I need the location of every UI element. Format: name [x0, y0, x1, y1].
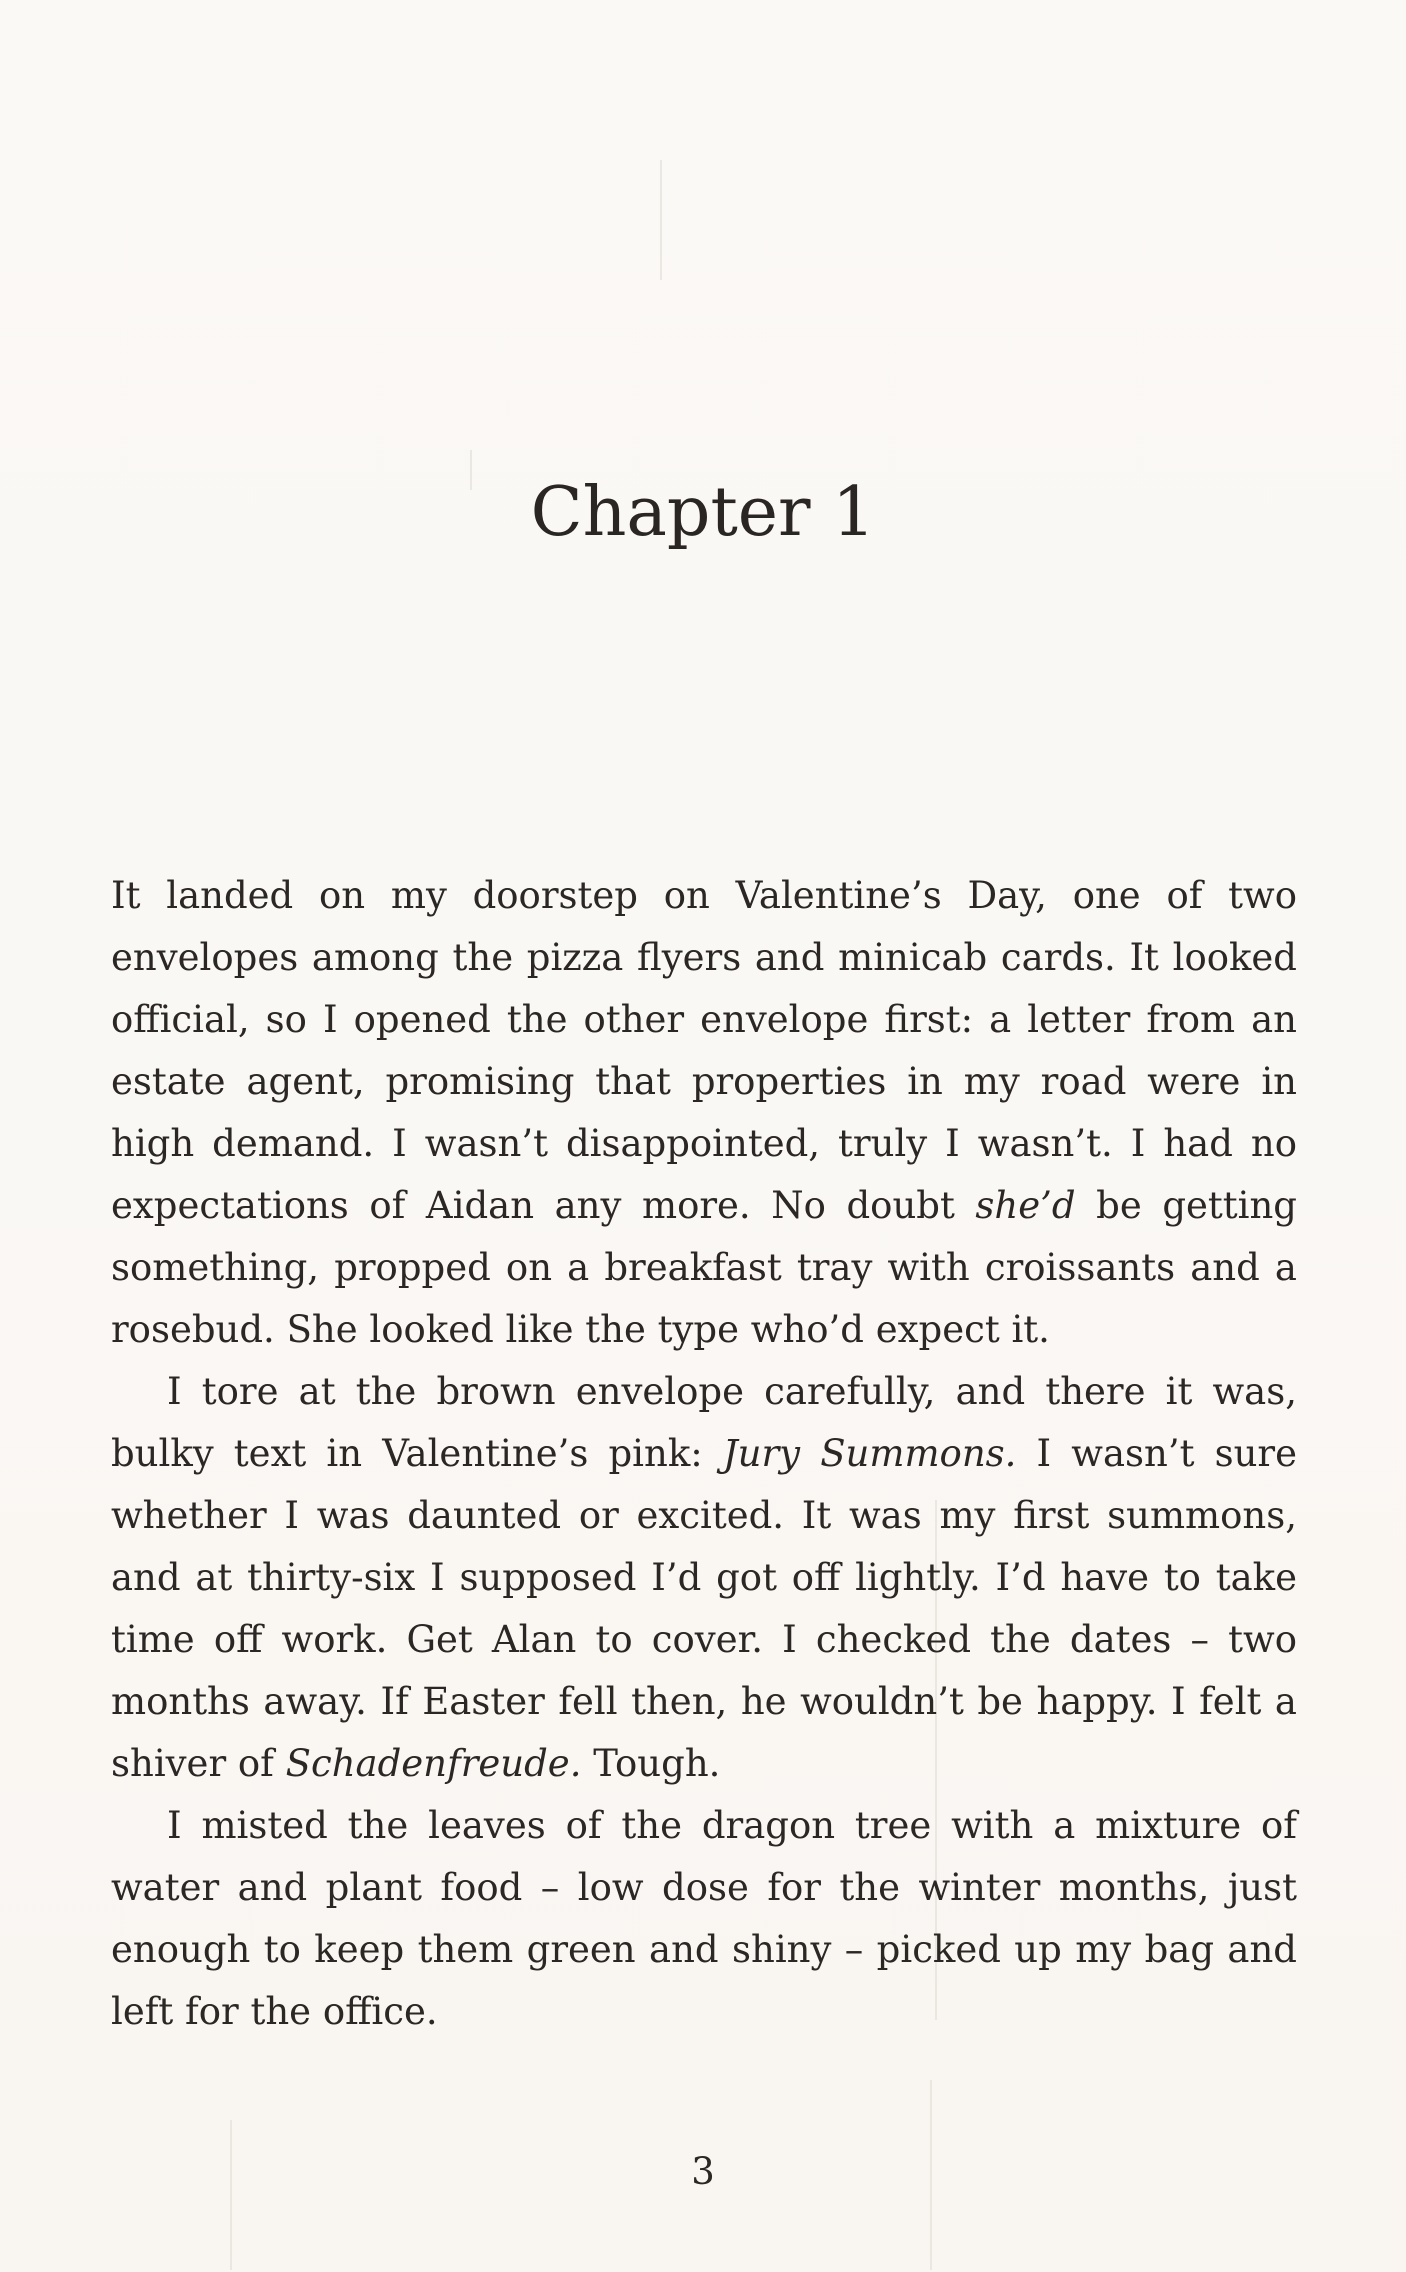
italic-text: Jury Summons. [722, 1432, 1017, 1475]
paragraph-2 [111, 1361, 1297, 1795]
paragraph-text: Tough. [581, 1742, 721, 1785]
paragraph-text: It landed on my doorstep on Valentine’s Day, one of two envelopes among the pizza flyers and minicab cards. It looked official, so I opened the other envelope first: a letter from an estate agent, promising that properties in my road were in high demand. I wasn’t disappointed, truly I wasn’t. I had no expectations of Aidan any more. No doubt [111, 874, 1297, 1227]
paragraph-1 [111, 865, 1297, 1361]
paragraph-text: be getting something, propped on a breakfast tray with croissants and a rosebud. She looked like the type who’d expect it. [111, 1184, 1297, 1351]
chapter-title: Chapter 1 [530, 473, 876, 552]
italic-text: Schadenfreude. [285, 1742, 582, 1785]
paragraph-text: I wasn’t sure whether I was daunted or excited. It was my first summons, and at thirty-six I supposed I’d got off lightly. I’d have to take time off work. Get Alan to cover. I checked the dates – two months away. If Easter fell then, he wouldn’t be happy. I felt a shiver of [111, 1432, 1297, 1785]
paragraph-text: I tore at the brown envelope carefully, and there it was, bulky text in Valentine’s pink: [111, 1370, 1297, 1475]
italic-text: she’d [975, 1184, 1076, 1227]
paragraph-3 [111, 1795, 1297, 2043]
page-number: 3 [691, 2150, 715, 2193]
paragraph-text: I misted the leaves of the dragon tree with a mixture of water and plant food – low dose for the winter months, just enough to keep them green and shiny – picked up my bag and left for the office. [111, 1804, 1297, 2033]
show-through-mark [660, 160, 662, 280]
chapter-body [111, 865, 1297, 2043]
